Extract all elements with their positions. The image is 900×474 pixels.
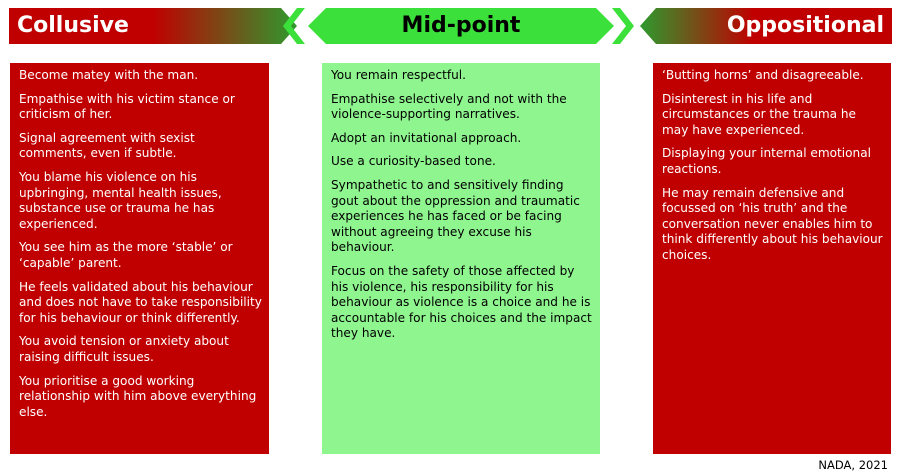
- chevron-right-icon: [612, 8, 634, 44]
- collusive-item: You prioritise a good working relationship with him above everything else.: [19, 373, 257, 419]
- oppositional-item: Displaying your internal emotional reactions.: [662, 146, 871, 176]
- collusive-item: Become matey with the man.: [19, 68, 199, 82]
- collusive-title: Collusive: [17, 13, 129, 38]
- oppositional-column: [653, 63, 891, 454]
- collusive-item: You blame his violence on his upbringing, mental health issues, substance use or trauma he has experienced.: [19, 169, 222, 231]
- oppositional-item: ‘Butting horns’ and disagreeable.: [662, 68, 864, 82]
- midpoint-item: Sympathetic to and sensitively finding gout about the oppression and traumatic experiences he has faced or be facing without agreeing they excuse his behaviour.: [331, 177, 580, 255]
- midpoint-item: Adopt an invitational approach.: [331, 130, 522, 145]
- source-credit: NADA, 2021: [818, 458, 888, 472]
- collusive-item: You avoid tension or anxiety about raising difficult issues.: [19, 334, 229, 364]
- midpoint-title: Mid-point: [401, 13, 521, 38]
- collusive-item: Empathise with his victim stance or criticism of her.: [19, 91, 235, 122]
- collusive-item: Signal agreement with sexist comments, even if subtle.: [19, 130, 195, 161]
- oppositional-item: Disinterest in his life and circumstances or the trauma he may have experienced.: [662, 91, 857, 137]
- collusive-item: You see him as the more ‘stable’ or ‘capable’ parent.: [19, 240, 233, 270]
- midpoint-item: You remain respectful.: [331, 68, 466, 82]
- midpoint-item: Empathise selectively and not with the violence-supporting narratives.: [331, 91, 567, 122]
- midpoint-column: [322, 63, 600, 454]
- midpoint-item: Focus on the safety of those affected by his violence, his responsibility for his behaviour as violence is a choice and he is accountable for his choices and the impact they have.: [331, 263, 592, 341]
- collusive-column: [10, 63, 269, 454]
- oppositional-title: Oppositional: [726, 13, 884, 38]
- oppositional-item: He may remain defensive and focussed on ‘his truth’ and the conversation never enables him to think differently about his behaviour choices.: [662, 185, 883, 262]
- midpoint-item: Use a curiosity-based tone.: [331, 154, 496, 169]
- collusive-item: He feels validated about his behaviour and does not have to take responsibility for his behaviour or think differently.: [19, 279, 262, 325]
